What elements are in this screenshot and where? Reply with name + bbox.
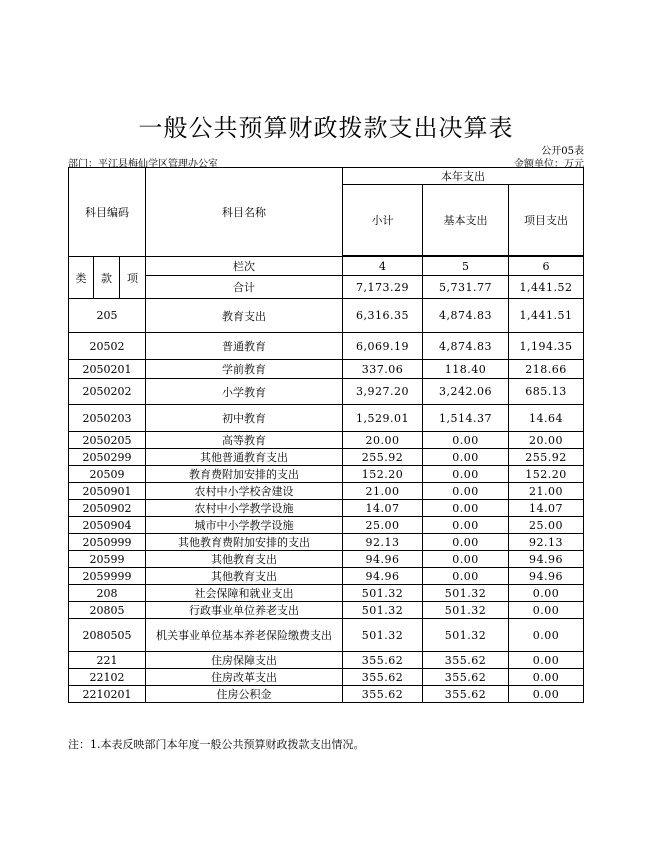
row-name: 城市中小学教学设施: [146, 517, 343, 534]
row-code: 20599: [69, 551, 146, 568]
row-name: 农村中小学校舍建设: [146, 483, 343, 500]
header-project: 项目支出: [509, 185, 584, 256]
row-subtotal: 501.32: [343, 619, 423, 652]
row-name: 行政事业单位养老支出: [146, 602, 343, 619]
row-basic: 4,874.83: [423, 299, 509, 333]
table-row: [69, 686, 584, 703]
row-code: 2050201: [69, 360, 146, 379]
total-basic: 5,731.77: [423, 276, 509, 299]
table-row: [69, 517, 584, 534]
row-project: 14.07: [509, 500, 584, 517]
row-code: 221: [69, 652, 146, 669]
row-subtotal: 337.06: [343, 360, 423, 379]
row-code: 20502: [69, 333, 146, 360]
row-project: 685.13: [509, 379, 584, 405]
row-project: 92.13: [509, 534, 584, 551]
row-subtotal: 21.00: [343, 483, 423, 500]
row-basic: 0.00: [423, 551, 509, 568]
table-row: [69, 568, 584, 585]
row-name: 初中教育: [146, 405, 343, 432]
table-row: [69, 379, 584, 405]
row-basic: 3,242.06: [423, 379, 509, 405]
row-code: 2210201: [69, 686, 146, 703]
row-basic: 4,874.83: [423, 333, 509, 360]
table-row: [69, 432, 584, 449]
row-name: 社会保障和就业支出: [146, 585, 343, 602]
row-basic: 1,514.37: [423, 405, 509, 432]
row-subtotal: 6,316.35: [343, 299, 423, 333]
row-project: 14.64: [509, 405, 584, 432]
header-subtotal: 小计: [343, 185, 423, 256]
row-name: 其他教育支出: [146, 551, 343, 568]
table-row: [69, 483, 584, 500]
row-name: 教育支出: [146, 299, 343, 333]
table-row: [69, 585, 584, 602]
row-code: 2050901: [69, 483, 146, 500]
unit-label: 金额单位：万元: [514, 159, 584, 170]
row-basic: 355.62: [423, 669, 509, 686]
table-row: [69, 466, 584, 483]
row-project: 0.00: [509, 602, 584, 619]
table-row: [69, 333, 584, 360]
row-project: 0.00: [509, 652, 584, 669]
row-project: 20.00: [509, 432, 584, 449]
row-project: 1,194.35: [509, 333, 584, 360]
row-project: 0.00: [509, 669, 584, 686]
table-row: [69, 299, 584, 333]
expenditure-table: [68, 167, 584, 703]
header-lei: 类: [69, 257, 94, 299]
row-name: 其他普通教育支出: [146, 449, 343, 466]
total-project: 1,441.52: [509, 276, 584, 299]
row-subtotal: 501.32: [343, 602, 423, 619]
row-subtotal: 3,927.20: [343, 379, 423, 405]
table-row: [69, 551, 584, 568]
department-label: 部门：平江县梅仙学区管理办公室: [68, 159, 218, 170]
form-number: 公开05表: [541, 146, 584, 157]
total-subtotal: 7,173.29: [343, 276, 423, 299]
row-code: 2050904: [69, 517, 146, 534]
row-code: 2050203: [69, 405, 146, 432]
row-project: 1,441.51: [509, 299, 584, 333]
row-project: 0.00: [509, 619, 584, 652]
row-basic: 0.00: [423, 466, 509, 483]
column-6: 6: [509, 257, 584, 276]
header-basic: 基本支出: [423, 185, 509, 256]
table-row: [69, 500, 584, 517]
row-basic: 0.00: [423, 449, 509, 466]
total-label: 合计: [146, 276, 343, 299]
row-code: 2050299: [69, 449, 146, 466]
row-subtotal: 501.32: [343, 585, 423, 602]
table-row: [69, 669, 584, 686]
table-row: [69, 652, 584, 669]
row-code: 2080505: [69, 619, 146, 652]
row-subtotal: 92.13: [343, 534, 423, 551]
row-name: 其他教育支出: [146, 568, 343, 585]
row-code: 2050999: [69, 534, 146, 551]
row-name: 住房改革支出: [146, 669, 343, 686]
header-code: 科目编码: [69, 168, 146, 257]
row-subtotal: 25.00: [343, 517, 423, 534]
row-name: 住房公积金: [146, 686, 343, 703]
row-name: 住房保障支出: [146, 652, 343, 669]
row-project: 94.96: [509, 551, 584, 568]
row-basic: 355.62: [423, 686, 509, 703]
row-basic: 0.00: [423, 534, 509, 551]
table-row: [69, 360, 584, 379]
row-subtotal: 355.62: [343, 669, 423, 686]
row-basic: 355.62: [423, 652, 509, 669]
column-4: 4: [343, 257, 423, 276]
row-basic: 501.32: [423, 585, 509, 602]
header-current-year: 本年支出: [343, 168, 584, 185]
row-project: 0.00: [509, 686, 584, 703]
row-subtotal: 94.96: [343, 568, 423, 585]
header-kuan: 款: [94, 257, 120, 299]
table-row: [69, 405, 584, 432]
row-subtotal: 355.62: [343, 686, 423, 703]
row-code: 205: [69, 299, 146, 333]
row-basic: 0.00: [423, 517, 509, 534]
row-code: 20805: [69, 602, 146, 619]
row-code: 22102: [69, 669, 146, 686]
header-name: 科目名称: [146, 168, 343, 257]
table-row: [69, 602, 584, 619]
row-code: 20509: [69, 466, 146, 483]
row-subtotal: 14.07: [343, 500, 423, 517]
row-name: 农村中小学教学设施: [146, 500, 343, 517]
row-name: 高等教育: [146, 432, 343, 449]
header-xiang: 项: [120, 257, 146, 299]
row-basic: 0.00: [423, 483, 509, 500]
row-project: 21.00: [509, 483, 584, 500]
row-code: 2050902: [69, 500, 146, 517]
row-subtotal: 1,529.01: [343, 405, 423, 432]
row-basic: 0.00: [423, 432, 509, 449]
column-5: 5: [423, 257, 509, 276]
page-title: 一般公共预算财政拨款支出决算表: [138, 114, 514, 142]
row-basic: 501.32: [423, 619, 509, 652]
column-number-label: 栏次: [146, 257, 343, 276]
row-name: 学前教育: [146, 360, 343, 379]
table-row: [69, 534, 584, 551]
row-code: 2059999: [69, 568, 146, 585]
row-project: 25.00: [509, 517, 584, 534]
row-subtotal: 152.20: [343, 466, 423, 483]
row-name: 机关事业单位基本养老保险缴费支出: [146, 619, 343, 652]
row-name: 其他教育费附加安排的支出: [146, 534, 343, 551]
row-name: 教育费附加安排的支出: [146, 466, 343, 483]
table-row: [69, 449, 584, 466]
row-basic: 0.00: [423, 568, 509, 585]
row-subtotal: 94.96: [343, 551, 423, 568]
row-code: 2050202: [69, 379, 146, 405]
row-subtotal: 20.00: [343, 432, 423, 449]
table-row: [69, 619, 584, 652]
row-basic: 501.32: [423, 602, 509, 619]
row-code: 208: [69, 585, 146, 602]
row-subtotal: 255.92: [343, 449, 423, 466]
row-project: 94.96: [509, 568, 584, 585]
row-project: 0.00: [509, 585, 584, 602]
row-name: 普通教育: [146, 333, 343, 360]
row-project: 255.92: [509, 449, 584, 466]
row-project: 152.20: [509, 466, 584, 483]
row-subtotal: 6,069.19: [343, 333, 423, 360]
row-code: 2050205: [69, 432, 146, 449]
row-basic: 118.40: [423, 360, 509, 379]
row-subtotal: 355.62: [343, 652, 423, 669]
row-name: 小学教育: [146, 379, 343, 405]
footnote: 注：1.本表反映部门本年度一般公共预算财政拨款支出情况。: [68, 738, 365, 751]
row-project: 218.66: [509, 360, 584, 379]
row-basic: 0.00: [423, 500, 509, 517]
